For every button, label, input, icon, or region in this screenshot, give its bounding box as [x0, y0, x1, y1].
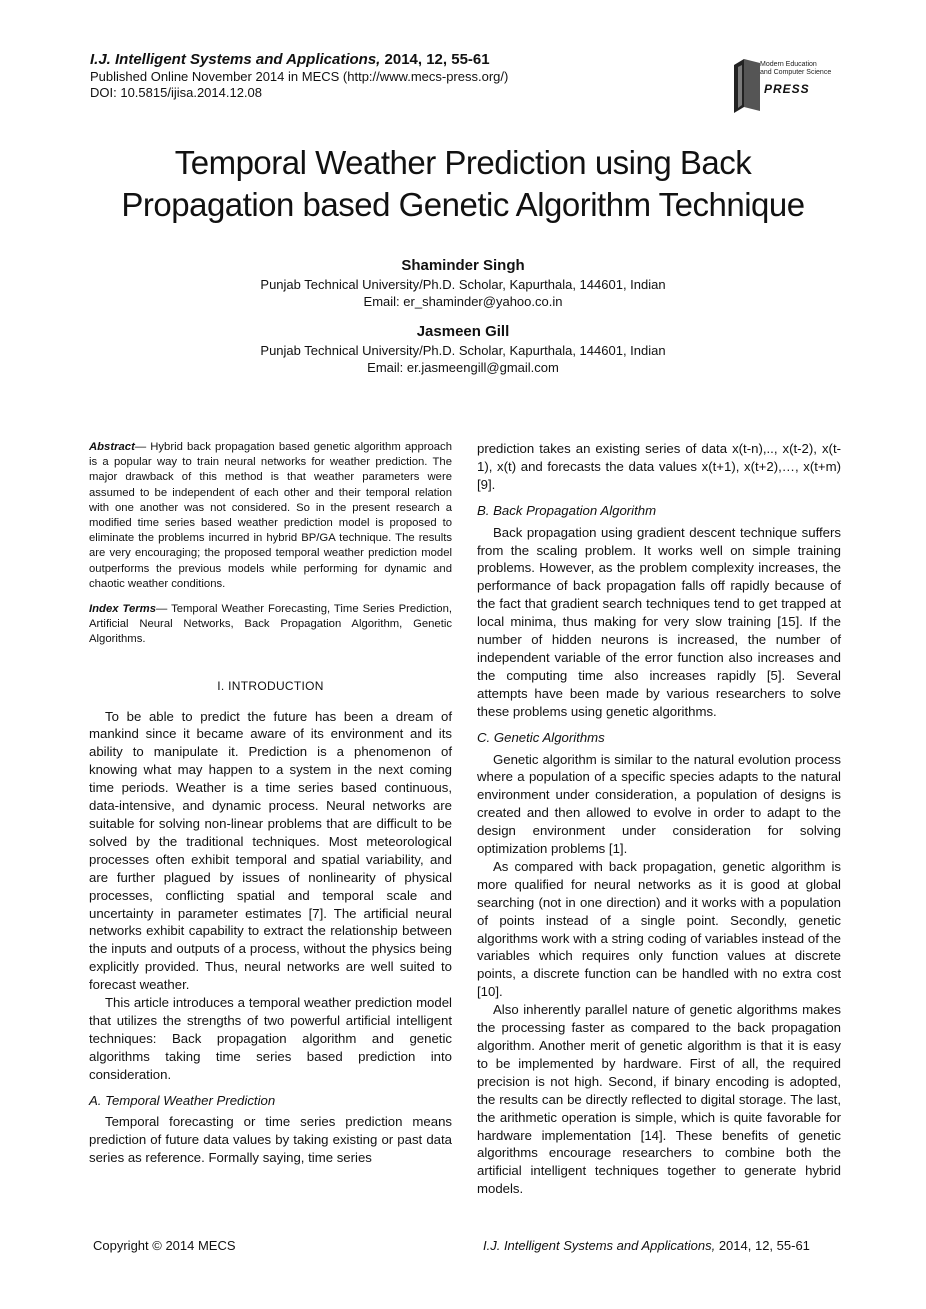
author-2	[0, 322, 926, 376]
section-b-paragraph-1: Back propagation using gradient descent technique suffers from the scaling problem. It works well on simple training problems. However, as the problem complexity increases, the performance of back propagation falls off rapidly because of the fact that gradient search techniques tend to get trapped at local minima, thus making for very slow training [15]. If the number of hidden neurons is increased, the number of independent variable of the error function also increases and the computing time also increases rapidly [5]. Several attempts have been made by various researchers to solve these problems using genetic algorithms.	[477, 524, 841, 719]
author-name: Jasmeen Gill	[416, 323, 510, 340]
subsection-heading-b: B. Back Propagation Algorithm	[477, 502, 657, 518]
subsection-heading-c: C. Genetic Algorithms	[477, 729, 605, 745]
section-c-paragraph-2: As compared with back propagation, genetic algorithm is more qualified for neural networks as it is good at global searching (not in one direction) and it works with a population of points instead of a single point. Secondly, genetic algorithms work with a string coding of variables instead of the variables which requires only function values at discrete points, a discrete function can be handled with no extra cost [10].	[477, 858, 841, 1000]
logo-text: Modern Education and Computer Science	[760, 61, 832, 76]
section-c-paragraph-3: Also inherently parallel nature of genetic algorithms makes the processing faster as compared to the back propagation algorithm. Another merit of genetic algorithm is that it is easy to be implemented by hardware. First of all, the required precision is not high. Second, if binary encoding is adopted, the results can be directly reflected to digital storage. The last, the arithmetic operation is simple, which is quite favorable for hardware implementation [14]. These benefits of genetic algorithms encourage researchers to combine both the artificial intelligent techniques together to generate hybrid models.	[477, 1002, 841, 1197]
section-heading-introduction: I. INTRODUCTION	[217, 678, 324, 693]
logo-press: PRESS	[764, 82, 810, 96]
abstract	[89, 440, 452, 592]
doi-line: DOI: 10.5815/ijisa.2014.12.08	[90, 85, 263, 100]
section-c-paragraph-1: Genetic algorithm is similar to the natural evolution process where a population of a specific species adapts to the natural environment under consideration, a population of designs is created and then allowed to evolve in order to adapt to the design environment under consideration for solving optimization problems [1].	[477, 751, 841, 857]
journal-issue: 2014, 12, 55-61	[384, 51, 490, 68]
footer-journal-issue: 2014, 12, 55-61	[718, 1238, 810, 1253]
index-terms-text: — Temporal Weather Forecasting, Time Series Prediction, Artificial Neural Networks, Back Propagation Algorithm, Genetic Algorithms.	[89, 603, 452, 646]
footer-journal-title: I.J. Intelligent Systems and Applications,	[483, 1238, 716, 1253]
journal-header	[90, 50, 650, 101]
intro-paragraph-1: To be able to predict the future has been a dream of mankind since it became aware of its environment and its ability to manipulate it. Prediction is a phenomenon of knowing what may happen to a system in the next coming time periods. Weather is a time series based continuous, data-intensive, and dynamic process. Neural networks are suitable for solving non-linear problems that are difficult to be solved by the traditional techniques. Most meteorological processes often exhibit temporal and spatial variability, and are further plagued by issues of nonlinearity of physical processes, conflicting spatial and temporal scale and uncertainty in parameter estimates [7]. The artificial neural networks exhibit capability to extract the relationship between the inputs and outputs of a process, without the physics being explicitly provided. Thus, neural networks are well suited to forecast weather.	[89, 708, 452, 993]
journal-line	[90, 50, 650, 69]
index-terms	[89, 602, 452, 648]
index-terms-label: Index Terms	[89, 603, 156, 616]
section-a-paragraph-1-continued: prediction takes an existing series of data x(t-n),.., x(t-2), x(t-1), x(t) and forecasts the data values x(t+1), x(t+2),…, x(t+m) [9].	[477, 441, 841, 492]
author-email: Email: er_shaminder@yahoo.co.in	[363, 294, 563, 309]
footer-copyright: Copyright © 2014 MECS	[93, 1238, 236, 1253]
author-email: Email: er.jasmeengill@gmail.com	[367, 360, 559, 375]
right-column	[477, 440, 841, 1198]
subsection-heading-a: A. Temporal Weather Prediction	[89, 1092, 276, 1108]
published-line: Published Online November 2014 in MECS (http://www.mecs-press.org/)	[90, 69, 509, 84]
author-affiliation: Punjab Technical University/Ph.D. Scholar, Kapurthala, 144601, Indian	[260, 277, 666, 292]
paper-title: Temporal Weather Prediction using Back Propagation based Genetic Algorithm Technique	[121, 144, 805, 223]
abstract-label: Abstract	[89, 441, 135, 453]
left-column	[89, 440, 452, 1167]
journal-title: I.J. Intelligent Systems and Applications,	[90, 51, 381, 68]
authors-block	[0, 256, 926, 376]
book-icon	[730, 55, 764, 115]
author-name: Shaminder Singh	[401, 257, 525, 274]
intro-paragraph-2: This article introduces a temporal weather prediction model that utilizes the strengths of two powerful artificial intelligent techniques: Back propagation algorithm and genetic algorithms taking time series based prediction into consideration.	[89, 995, 452, 1082]
section-a-paragraph-1: Temporal forecasting or time series prediction means prediction of future data values by taking existing or past data series as reference. Formally saying, time series	[89, 1114, 452, 1166]
mecs-press-logo	[730, 55, 840, 120]
author-1	[0, 256, 926, 310]
footer-journal	[483, 1238, 810, 1253]
author-affiliation: Punjab Technical University/Ph.D. Scholar, Kapurthala, 144601, Indian	[260, 343, 666, 358]
abstract-text: — Hybrid back propagation based genetic algorithm approach is a popular way to train neural networks for weather prediction. The major drawback of this method is that weather parameters were assumed to be independent of each other and their temporal relation with one another was not considered. So in the present research a modified time series based weather prediction model is proposed to eliminate the problems incurred in hybrid BP/GA technique. The results are very encouraging; the proposed temporal weather prediction model outperforms the previous models while performing for dynamic and chaotic weather conditions.	[89, 441, 452, 590]
